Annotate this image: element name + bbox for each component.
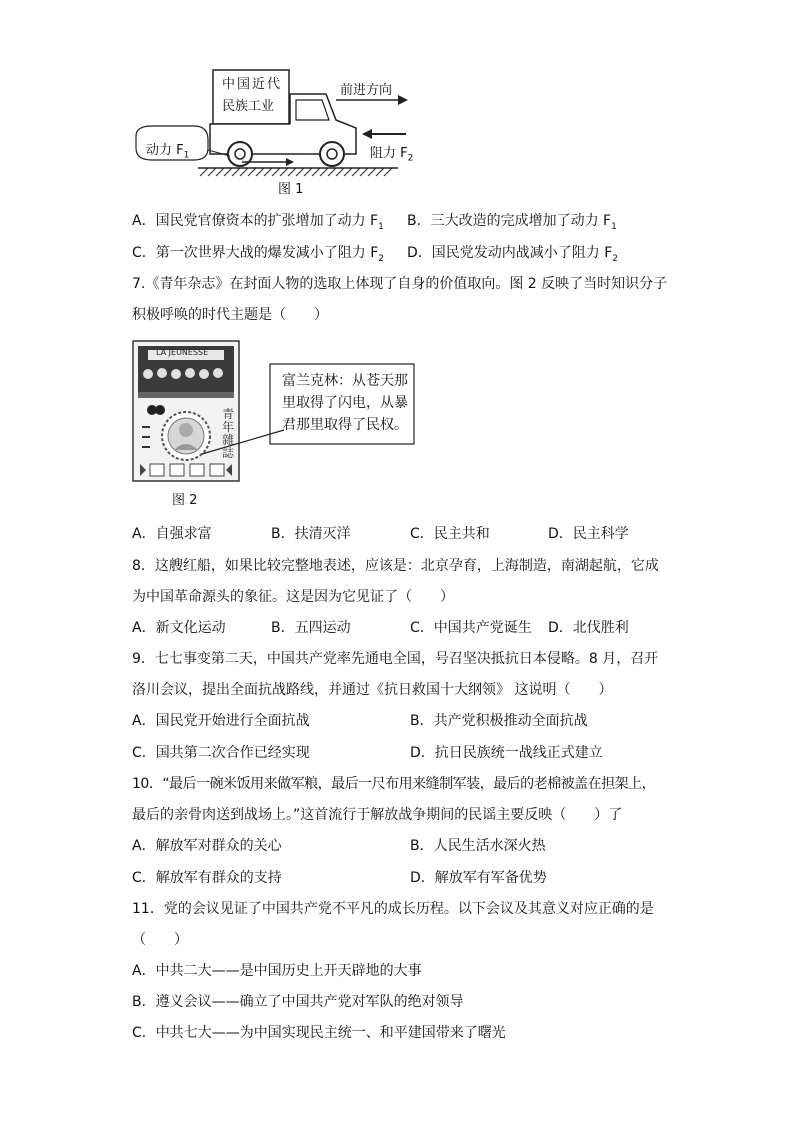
figure-1-force2-label: 阻力 $F_2$ xyxy=(370,146,414,164)
figure-2-caption: 图 2 xyxy=(172,493,198,508)
q10-option-a[interactable]: A．解放军对群众的关心 xyxy=(132,838,282,854)
q10-option-b[interactable]: B．人民生活水深火热 xyxy=(410,838,546,854)
figure-1-direction-label: 前进方向 xyxy=(340,83,393,98)
figure-1-force1-label: 动力 $F_1$ xyxy=(146,143,190,161)
q7-option-a[interactable]: A．自强求富 xyxy=(132,526,212,542)
q7-stem-line2: 积极呼唤的时代主题是（ ） xyxy=(132,307,328,323)
figure-2-callout-line2: 里取得了闪电，从暴 xyxy=(282,395,408,411)
figure-2-callout-line1: 富兰克林：从苍天那 xyxy=(282,373,408,389)
q8-option-c[interactable]: C．中国共产党诞生 xyxy=(410,620,532,636)
q9-option-a[interactable]: A．国民党开始进行全面抗战 xyxy=(132,713,310,729)
q8-stem-line2: 为中国革命源头的象征。这是因为它见证了（ ） xyxy=(132,589,454,605)
q9-stem-line1: 9．七七事变第二天，中国共产党率先通电全国，号召坚决抵抗日本侵略。8 月，召开 xyxy=(132,651,659,667)
q9-option-d[interactable]: D．抗日民族统一战线正式建立 xyxy=(410,745,603,761)
q11-option-c[interactable]: C．中共七大——为中国实现民主统一、和平建国带来了曙光 xyxy=(132,1025,506,1041)
q9-option-b[interactable]: B．共产党积极推动全面抗战 xyxy=(410,713,588,729)
q8-option-a[interactable]: A．新文化运动 xyxy=(132,620,226,636)
q10-option-d[interactable]: D．解放军有军备优势 xyxy=(410,870,547,886)
q11-option-a[interactable]: A．中共二大——是中国历史上开天辟地的大事 xyxy=(132,963,422,979)
q7-option-b[interactable]: B．扶清灭洋 xyxy=(271,526,351,542)
q6-option-a[interactable]: A．国民党官僚资本的扩张增加了动力 $F_1$ xyxy=(132,213,384,232)
q10-stem-line2: 最后的亲骨肉送到战场上。”这首流行于解放战争期间的民谣主要反映（ ）了 xyxy=(132,807,623,823)
q8-option-d[interactable]: D．北伐胜利 xyxy=(548,620,629,636)
q10-option-c[interactable]: C．解放军有群众的支持 xyxy=(132,870,282,886)
q9-option-c[interactable]: C．国共第二次合作已经实现 xyxy=(132,745,310,761)
q6-option-c[interactable]: C．第一次世界大战的爆发减小了阻力 $F_2$ xyxy=(132,245,385,264)
q6-option-b[interactable]: B．三大改造的完成增加了动力 $F_1$ xyxy=(407,213,617,232)
q10-stem-line1: 10．“最后一碗米饭用来做军粮，最后一尺布用来缝制军装，最后的老棉被盖在担架上， xyxy=(132,776,656,792)
q11-stem-line2: （ ） xyxy=(132,932,188,948)
figure-2-cover-side-title: 青年雜誌 xyxy=(222,407,235,460)
figure-2-cover-title: LA JEUNESSE xyxy=(156,348,209,357)
figure-1-caption: 图 1 xyxy=(278,182,304,197)
figure-1-box-line2: 民族工业 xyxy=(222,99,275,114)
figure-2-callout-line3: 君那里取得了民权。 xyxy=(282,417,408,433)
figure-1-box-line1: 中国近代 xyxy=(222,77,283,92)
q8-stem-line1: 8．这艘红船，如果比较完整地表述，应该是：北京孕育，上海制造，南湖起航，它成 xyxy=(132,558,659,574)
q11-option-b[interactable]: B．遵义会议——确立了中国共产党对军队的绝对领导 xyxy=(132,994,464,1010)
q7-option-c[interactable]: C．民主共和 xyxy=(410,526,490,542)
q6-option-d[interactable]: D．国民党发动内战减小了阻力 $F_2$ xyxy=(407,245,619,264)
q11-stem-line1: 11．党的会议见证了中国共产党不平凡的成长历程。以下会议及其意义对应正确的是 xyxy=(132,901,654,917)
q8-option-b[interactable]: B．五四运动 xyxy=(271,620,351,636)
q7-stem-line1: 7.《青年杂志》在封面人物的选取上体现了自身的价值取向。图 2 反映了当时知识分子 xyxy=(132,276,668,292)
q7-option-d[interactable]: D．民主科学 xyxy=(548,526,629,542)
q9-stem-line2: 洛川会议，提出全面抗战路线，并通过《抗日救国十大纲领》 这说明（ ） xyxy=(132,682,613,698)
